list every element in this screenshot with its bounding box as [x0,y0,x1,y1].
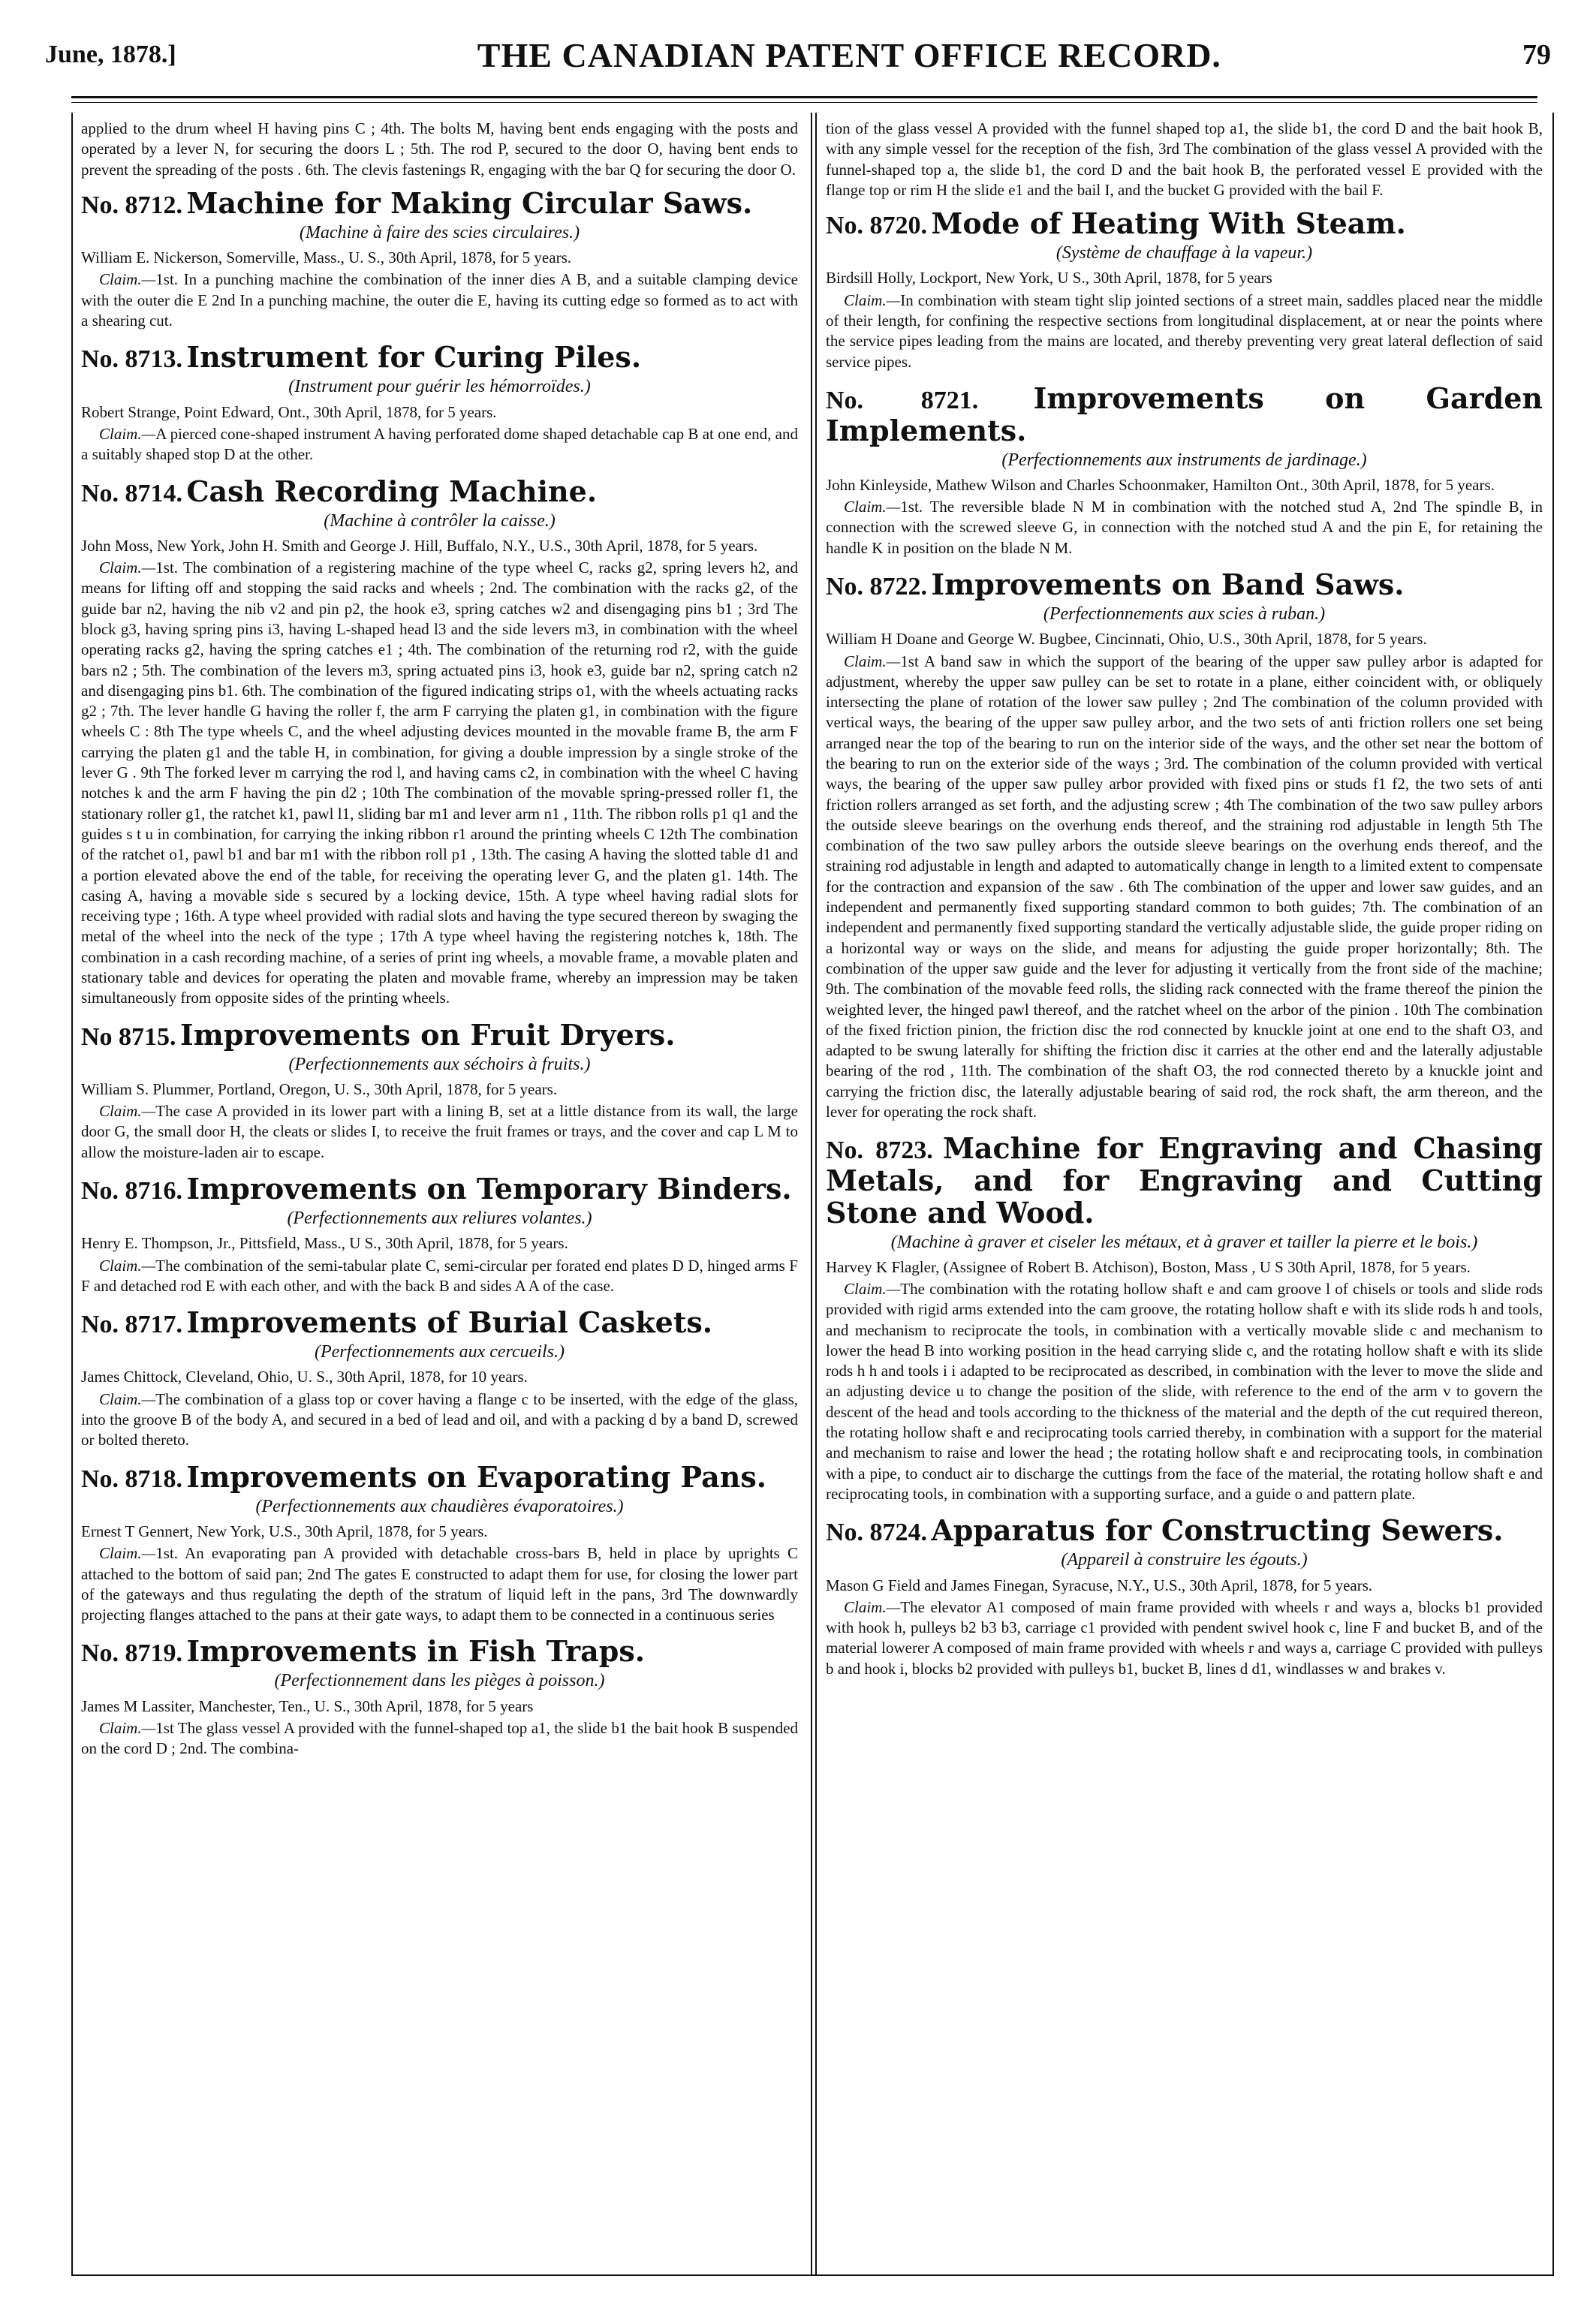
right-entries [826,208,1543,1679]
patent-number: No. 8720. [826,212,928,240]
claim-label: Claim.— [844,1279,901,1298]
patent-title: Improvements on Evaporating Pans. [186,1459,766,1494]
patent-heading [81,342,798,374]
patent-claim [81,558,798,1009]
page-number: 79 [1522,39,1551,71]
patent-title: Improvements of Burial Caskets. [186,1305,713,1340]
claim-label: Claim.— [99,1102,156,1121]
patent-entry [826,1133,1543,1504]
patent-applicant: William H Doane and George W. Bugbee, Cincinnati, Ohio, U.S., 30th April, 1878, for 5 years. [826,630,1427,649]
patent-heading [826,383,1543,447]
patent-entry [826,569,1543,1122]
patent-title: Cash Recording Machine. [186,474,598,508]
claim-text: The combination with the rotating hollow shaft e and cam groove l of chisels or tools and slide rods provided with rigid arms extended into the cam groove, the rotating hollow shaft e with its slide rods h and tools, and mechanism to reciprocate the tools, in combination with a vertically movable slide c and mechanism to lower the head B into working position in the head carrying slide c, and the rotating hollow shaft e with its slide rods h h and tools i i adapted to be reciprocated as described, in combination with the lever to move the slide and an adjusting device u to change the position of the slide, with reference to the end of the arm v to govern the descent of the head and tools according to the thickness of the material and the depth of the cut required thereon, the rotating hollow shaft e and reciprocating tools carried thereby, in combination with a support for the material and mechanism to raise and lower the head ; the rotating hollow shaft e and reciprocating tools, in combination with a pipe, to conduct air to discharge the cuttings from the face of the material, the rotating hollow shaft e and reciprocating tools, in combination with a supporting surface, and a guide o and pattern plate. [826,1279,1543,1503]
continued-claim-text: tion of the glass vessel A provided with the funnel shaped top a1, the slide b1, the cord D and the bait hook B, with any simple vessel for the reception of the fish, 3rd The combination of the glass vessel A provided with the funnel-shaped top a, the slide b1, the cord D and the bait hook B, the perforated vessel E provided with the flange top or rim H the slide e1 and the bail I, and the bucket G provided with the bail F. [826,119,1543,199]
publication-title: THE CANADIAN PATENT OFFICE RECORD. [477,35,1221,74]
patent-claim [826,1597,1543,1679]
patent-applicant: Henry E. Thompson, Jr., Pittsfield, Mass., U S., 30th April, 1878, for 5 years. [81,1234,568,1253]
header-rule [71,96,1537,98]
patent-number: No. 8718. [81,1465,183,1493]
patent-title: Improvements on Fruit Dryers. [179,1017,676,1052]
patent-claim [826,652,1543,1123]
patent-title-french: (Système de chauffage à la vapeur.) [1055,243,1313,263]
claim-text: The combination of a glass top or cover having a flange c to be inserted, with the edge of the glass, into the groove B of the body A, and secured in a bed of lead and oil, and with a packing d by a band D, screwed or bolted thereto. [81,1389,798,1450]
patent-heading [81,476,798,508]
left-column [81,119,798,2273]
patent-title-french: (Perfectionnements aux instruments de jardinage.) [1001,450,1367,470]
patent-heading [826,208,1543,240]
claim-label: Claim.— [99,1256,156,1275]
patent-title: Mode of Heating With Steam. [931,206,1406,241]
patent-claim [81,269,798,331]
patent-applicant: John Moss, New York, John H. Smith and George J. Hill, Buffalo, N.Y., U.S., 30th April, 1878, for 5 years. [81,536,758,555]
patent-applicant: Robert Strange, Point Edward, Ont., 30th April, 1878, for 5 years. [81,402,497,421]
claim-label: Claim.— [99,1718,156,1737]
column-divider [811,113,812,2274]
claim-text: 1st. The combination of a registering machine of the type wheel C, racks g2, spring levers h2, and means for lifting off and stopping the said racks and wheels ; 2nd. The combination with the racks g2, of the guide bar n2, having the nib v2 and pin p2, the hook e3, spring catches w2 and disengaging pins b1 ; 3rd The block g3, having spring pins i3, having L-shaped head l3 and the side levers m3, in combination with the wheel operating racks g2, having the spring catches e1 ; 4th. The combination of the returning rod r2, with the guide bars n2 ; 5th. The combination of the levers m3, spring actuated pins i3, hook e3, guide bar n2, spring catch n2 and disengaging pins b1. 6th. The combination of the figured indicating strips o1, with the wheels actuating racks g2 ; 7th. The lever handle G having the roller f, the arm F carrying the platen g1, in combination with the figure wheels C : 8th The type wheels C, and the wheel adjusting devices mounted in the movable frame B, the arm F carrying the platen g1 and the table H, in combination, for giving a double impression by a single stroke of the lever G . 9th The forked lever m carrying the rod l, and having cams c2, in combination with the wheel C having notches k and the arm F having the pin d2 ; 10th The combination of the movable spring-pressed roller f1, the stationary roller g1, the ratchet k1, pawl l1, sliding bar m1 and lever arm n1 , 11th. The ribbon rolls p1 q1 and the guides s t u in combination, for carrying the inking ribbon r1 around the printing wheels C 12th The combination of the ratchet o1, pawl b1 and bar m1 with the ribbon roll p1 , 13th. The casing A having the slotted table d1 and a portion elevated above the end of the table, for receiving the operating lever G, and the platen g1. 14th. The casing A, having a movable side s secured by a locking device, 15th. A type wheel having radial slots for receiving type ; 16th. A type wheel provided with radial slots and having the type secured thereon by swaging the metal of the wheel into the neck of the type ; 17th A type wheel having the registering notches k, 18th. The combination in a cash recording machine, of a series of print ing wheels, a movable frame, a movable platen and stationary table and devices for operating the platen and movable frame, whereby an impression may be taken simultaneously from opposite sides of the printing wheels. [81,558,798,1007]
patent-claim [81,1718,798,1760]
patent-entry [81,1636,798,1759]
patent-title: Apparatus for Constructing Sewers. [931,1513,1504,1548]
frame-right-border [1552,113,1554,2274]
patent-title-french: (Machine à faire des scies circulaires.) [299,222,580,242]
claim-text: 1st A band saw in which the support of the bearing of the upper saw pulley arbor is adapted for adjustment, whereby the upper saw pulley can be set to rotate in a plane, either coincident with, or obliquely intersecting the plane of rotation of the lower saw pulley ; 2nd The combination of the column provided with vertical ways, the bearing of the upper saw pulley arbor, and the two sets of anti friction rollers one set being arranged near the top of the bearing to run on the interior side of the ways, and the other set near the bottom of the bearing to run on the exterior side of the ways ; 3rd. The combination of the column provided with vertical ways, the bearing of the upper saw pulley arbor provided with fixed pins or studs f1 f2, the two sets of anti friction rollers arranged as set forth, and the adjusting screw ; 4th The combination of the two saw pulley arbors the outside sleeve bearings on the overhung ends thereof, and the straining rod adjustable in length 5th The combination of the two saw pulley arbors the outside sleeve bearings on the overhung ends thereof, and the straining rod adjustable in length and adapted to automatically change in length to a limited extent to compensate for the contraction and expansion of the saw . 6th The combination of the upper and lower saw guides, and an independent and permanently fixed supporting standard common to both guides; 7th. The combination of an independent and permanently fixed supporting standard the vertically adjustable slide, the guide proper riding on a horizontal way or ways on the slide, and means for adjusting the guide proper horizontally; 8th. The combination of the upper saw guide and the lever for adjusting it vertically from the front side of the machine; 9th. The combination of the movable feed rolls, the sliding rack connected with the frame thereof the pinion the weighted lever, the hinged pawl thereof, and the ratchet wheel on the arbor of the pinion . 10th The combination of the fixed friction pinion, the friction disc the rod connected by knuckle joint at one end to the shaft O3, and adapted to be swung laterally for shifting the friction disc it carries at the other end and the laterally adjustable bearing of the rod , 11th. The combination of the shaft O3, the rod connected thereto by a knuckle joint and carrying the friction disc, the laterally adjustable bearing of said rod, the rock shaft, the arm thereon, and the lever for operating the rock shaft. [826,652,1543,1121]
patent-heading [81,185,798,220]
patent-heading [81,1459,798,1494]
claim-text: The elevator A1 composed of main frame provided with wheels r and ways a, blocks b1 provided with hook h, pulleys b2 b3 b3, carriage c1 provided with pendent swivel hook c, line F and bucket B, and of the material lowerer A composed of main frame provided with wheels r and ways a, carriage C provided with pulleys b and hook i, blocks b2 provided with pulleys b1, bucket B, lines d d1, windlasses w and brakes v. [826,1597,1543,1678]
header-rule-thin [71,102,1537,103]
patent-title: Improvements on Band Saws. [931,567,1405,601]
patent-title: Improvements in Fish Traps. [186,1634,645,1669]
patent-entry [826,208,1543,372]
patent-title: Improvements on Temporary Binders. [186,1172,792,1206]
left-entries [81,185,798,1760]
patent-heading [81,1636,798,1668]
frame-left-border [71,113,73,2274]
patent-title-french: (Machine à contrôler la caisse.) [324,510,556,531]
claim-label: Claim.— [99,1544,156,1563]
claim-label: Claim.— [99,270,156,289]
patent-claim [81,1101,798,1163]
page-header [45,29,1551,81]
patent-title: Machine for Engraving and Chasing Metals, and for Engraving and Cutting Stone and Wood. [826,1131,1543,1230]
patent-title-french: (Instrument pour guérir les hémorroïdes.) [288,377,591,397]
patent-applicant: Mason G Field and James Finegan, Syracuse, N.Y., U.S., 30th April, 1878, for 5 years. [826,1576,1373,1594]
patent-title-french: (Perfectionnement dans les pièges à poisson.) [274,1671,605,1691]
patent-title: Machine for Making Circular Saws. [186,185,753,220]
patent-number: No. 8723. [826,1136,933,1165]
claim-label: Claim.— [99,424,156,443]
patent-number: No. 8713. [81,345,183,374]
claim-text: The case A provided in its lower part with a lining B, set at a little distance from its wall, the large door G, the small door H, the cleats or slides I, to receive the fruit frames or trays, and the cover and cap L M to allow the moisture-laden air to escape. [81,1102,798,1161]
patent-number: No. 8722. [826,572,928,601]
patent-applicant: Birdsill Holly, Lockport, New York, U S., 30th April, 1878, for 5 years [826,269,1272,287]
patent-applicant: Harvey K Flagler, (Assignee of Robert B. Atchison), Boston, Mass , U S 30th April, 1878, for 5 years. [826,1257,1471,1276]
patent-applicant: James M Lassiter, Manchester, Ten., U. S., 30th April, 1878, for 5 years [81,1696,534,1715]
claim-label: Claim.— [99,558,156,577]
patent-claim [826,497,1543,558]
patent-applicant: James Chittock, Cleveland, Ohio, U. S., 30th April, 1878, for 10 years. [81,1368,528,1386]
patent-entry [81,1019,798,1163]
claim-label: Claim.— [844,652,901,670]
issue-date: June, 1878.] [45,41,176,68]
patent-applicant: John Kinleyside, Mathew Wilson and Charles Schoonmaker, Hamilton Ont., 30th April, 1878, for 5 years. [826,475,1495,494]
patent-number: No. 8717. [81,1311,183,1339]
patent-number: No. 8714. [81,479,183,507]
patent-title-french: (Perfectionnements aux séchoirs à fruits.) [288,1054,591,1074]
patent-claim [826,291,1543,372]
patent-number: No. 8721. [826,386,979,414]
patent-heading [826,1133,1543,1229]
patent-entry [81,1173,798,1296]
frame-bottom-border [71,2274,1554,2276]
patent-applicant: William S. Plummer, Portland, Oregon, U. S., 30th April, 1878, for 5 years. [81,1079,558,1098]
patent-claim [81,1256,798,1297]
claim-text: The combination of the semi-tabular plate C, semi-circular per forated end plates D D, hinged arms F F and detached rod E with each other, and with the back B and sides A A of the case. [81,1256,798,1295]
patent-claim [81,1543,798,1625]
patent-claim [81,424,798,465]
patent-claim [826,1279,1543,1504]
continued-claim-text: applied to the drum wheel H having pins C ; 4th. The bolts M, having bent ends engaging with the posts and operated by a lever N, for securing the doors L ; 5th. The rod P, secured to the door O, having bent ends to prevent the spreading of the posts . 6th. The clevis fastenings R, engaging with the bar Q for securing the door O. [81,119,798,179]
claim-label: Claim.— [844,1597,901,1616]
right-column [826,119,1543,2273]
patent-entry [826,383,1543,558]
patent-title-french: (Perfectionnements aux scies à ruban.) [1043,604,1326,625]
patent-entry [81,1307,798,1450]
patent-entry [81,342,798,465]
column-divider [815,113,817,2274]
patent-heading [826,569,1543,601]
patent-heading [81,1019,798,1052]
patent-title-french: (Perfectionnements aux reliures volantes.) [287,1209,592,1229]
patent-number: No 8715. [81,1022,176,1051]
patent-title-french: (Machine à graver et ciseler les métaux, et à graver et tailler la pierre et le bois.) [890,1232,1478,1252]
patent-title-french: (Appareil à construire les égouts.) [1061,1550,1308,1570]
patent-claim [81,1389,798,1451]
patent-number: No. 8719. [81,1639,183,1668]
patent-entry [81,1459,798,1626]
claim-label: Claim.— [844,291,901,309]
patent-entry [826,1515,1543,1679]
claim-label: Claim.— [99,1389,156,1408]
claim-text: A pierced cone-shaped instrument A having perforated dome shaped detachable cap B at one end, and a suitably shaped stop D at the other. [81,424,798,464]
claim-text: 1st The glass vessel A provided with the funnel-shaped top a1, the slide b1 the bait hook B suspended on the cord D ; 2nd. The combina- [81,1718,798,1758]
patent-title: Improvements on Garden Implements. [826,381,1543,448]
claim-text: 1st. In a punching machine the combination of the inner dies A B, and a suitable clamping device with the outer die E 2nd In a punching machine, the outer die E, having its cutting edge so formed as to act with a shearing cut. [81,270,798,330]
claim-text: 1st. An evaporating pan A provided with detachable cross-bars B, held in place by uprights C attached to the bottom of said pan; 2nd The gates E constructed to adapt them for use, for closing the lower part of the gateways and thus regulating the depth of the stratum of liquid left in the pans, 3rd The downwardly projecting flanges attached to the pans at their gate ways, to adapt them to be connected in a continuous series [81,1544,798,1624]
patent-heading [826,1515,1543,1547]
patent-number: No. 8724. [826,1519,928,1547]
patent-title-french: (Perfectionnements aux cercueils.) [315,1342,565,1362]
patent-applicant: William E. Nickerson, Somerville, Mass., U. S., 30th April, 1878, for 5 years. [81,248,571,267]
patent-heading [81,1307,798,1339]
patent-number: No. 8712. [81,191,183,219]
claim-text: In combination with steam tight slip jointed sections of a street main, saddles placed near the middle of their length, for confining the respective sections from longitudinal displacement, at or near the points where the service pipes leading from the mains are located, and thereby preventing very great lateral deflection of said service pipes. [826,291,1543,371]
patent-number: No. 8716. [81,1177,183,1206]
patent-title: Instrument for Curing Piles. [186,340,642,375]
patent-entry [81,476,798,1009]
patent-entry [81,185,798,331]
claim-text: 1st. The reversible blade N M in combination with the notched stud A, 2nd The spindle B, in connection with the screwed sleeve G, in connection with the notched stud A and the pin E, for retaining the handle K in position on the blade N M. [826,498,1543,557]
claim-label: Claim.— [844,498,901,516]
patent-heading [81,1173,798,1206]
patent-title-french: (Perfectionnements aux chaudières évaporatoires.) [255,1496,624,1516]
patent-applicant: Ernest T Gennert, New York, U.S., 30th April, 1878, for 5 years. [81,1522,488,1540]
